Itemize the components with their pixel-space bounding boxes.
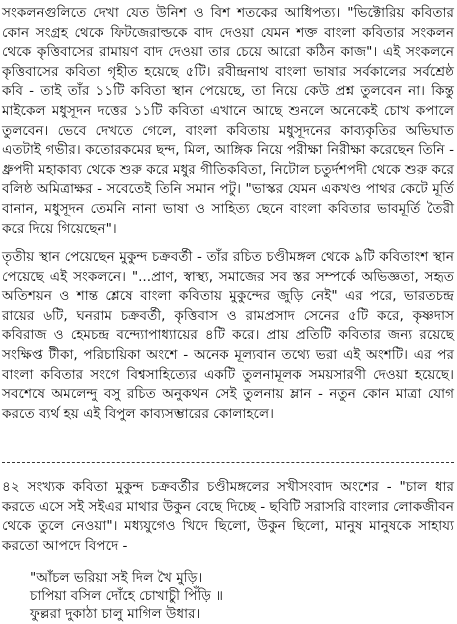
paragraph-third-place: তৃতীয় স্থান পেয়েছেন মুকুন্দ চক্রবর্তী - তাঁর রচিত চণ্ডীমঙ্গল থেকে ৯টি কবিতাংশ স্থান পেয়েছে এই সংকলনে। "...প্রাণ, স্বাস্থ্য, সমাজের সব স্তর সম্পর্কে অভিজ্ঞতা, সহৃত অতিশয়ন ও শান্ত শ্লেষে বাংলা কবিতায় মুকুন্দের জুড়ি নেই" এর পরে, ভারতচন্দ্র রায়ের ৬টি, ঘনরাম চক্রবর্তী, কৃত্তিবাস ও রামপ্রসাদ সেনের ৫টি করে, কৃষ্ণদাস কবিরাজ ও হেমচন্দ্র বন্দ্যোপাধ্যায়ের ৪টি করে। প্রায় প্রতিটি কবিতার জন্য রয়েছে সংক্ষিপ্ত টীকা, পরিচায়িকা অংশে - অনেক মূল্যবান তথ্যে ভরা এই অংশটি। এর পর বাংলা কবিতার সংগে বিশ্বসাহিত্যের একটি তুলনামূলক সময়সারণী দেওয়া হয়েছে। সবশেষে অমলেন্দু বসু রচিত অনুকথন সেই তুলনায় ম্লান - নতুন কোন মাত্রা যোগ করতে ব্যর্থ হয় এই বিপুল কাব্যসম্ভারের কোলাহলে। bbox=[2, 249, 454, 422]
dashed-divider bbox=[2, 462, 454, 463]
poem-line: ফুল্লরা দুকাঠা চালু মাগিল উধার। bbox=[30, 606, 201, 622]
paragraph-poem-42: ৪২ সংখ্যক কবিতা মুকুন্দ চক্রবর্তীর চণ্ডীমঙ্গলের সখীসংবাদ অংশের - "চাল ধার করতে এসে সই সইএর মাথার উকুন বেছে দিচ্ছে - ছবিটি সরাসরি বাংলার লোকজীবন থেকে তুলে নেওয়া"। মধ্যযুগেও খিদে ছিলো, উকুন ছিলো, মানুষ মানুষকে সাহায্য করতো আপদে বিপদে - bbox=[2, 479, 454, 554]
poem-quote bbox=[30, 569, 450, 623]
poem-line: চাপিয়া বসিল দোঁহে চোখাচুী পিঁড়ি ॥ bbox=[30, 588, 224, 604]
poem-line: "আঁচল ভরিয়া সই দিল খৈ মুড়ি। bbox=[30, 570, 203, 586]
paragraph-intro: সংকলনগুলিতে দেখা যেত উনিশ ও বিশ শতকের আধিপত্য। "ভিক্টোরিয় কবিতার কোন সংগ্রহ থেকে ফিটজেরাল্ডকে বাদ দেওয়া যেমন শক্ত বাংলা কবিতার সংকলন থেকে কৃত্তিবাসের রামায়ণ বাদ দেওয়া তার চেয়ে আরো কঠিন কাজ"। এই সংকলনে কৃত্তিবাসের কবিতা গৃহীত হয়েছে ৫টি। রবীন্দ্রনাথ বাংলা ভাষার সর্বকালের সর্বশ্রেষ্ঠ কবি - তাই তাঁর ১১টি কবিতা স্থান পেয়েছে, তা নিয়ে কেউ প্রশ্ন তুলবেন না। কিন্তু মাইকেল মধুসূদন দত্তের ১১টি কবিতা এখানে আছে শুনলে অনেকেই চোখ কপালে তুলবেন। ভেবে দেখতে গেলে, বাংলা কবিতায় মধুসূদনের কাব্যকৃতির অভিঘাত এতটাই গভীর। কতোরকমের ছন্দ, মিল, আঙ্গিক নিয়ে পরীক্ষা নিরীক্ষা করেছেন তিনি - ধ্রুপদী মহাকাব্য থেকে শুরু করে মধুর গীতিকবিতা, নিটোল চতুর্দশপদী থেকে শুরু করে বলিষ্ঠ অমিত্রাক্ষর - সবেতেই তিনি সমান পটু। "ভাস্কর যেমন একখণ্ড পাথর কেটে মূর্তি বানান, মধুসূদন তেমনি নানা ভাষা ও সাহিত্য ছেনে বাংলা কবিতার ভাবমূর্তি তৈরী করে দিয়ে গিয়েছেন"। bbox=[2, 5, 454, 237]
